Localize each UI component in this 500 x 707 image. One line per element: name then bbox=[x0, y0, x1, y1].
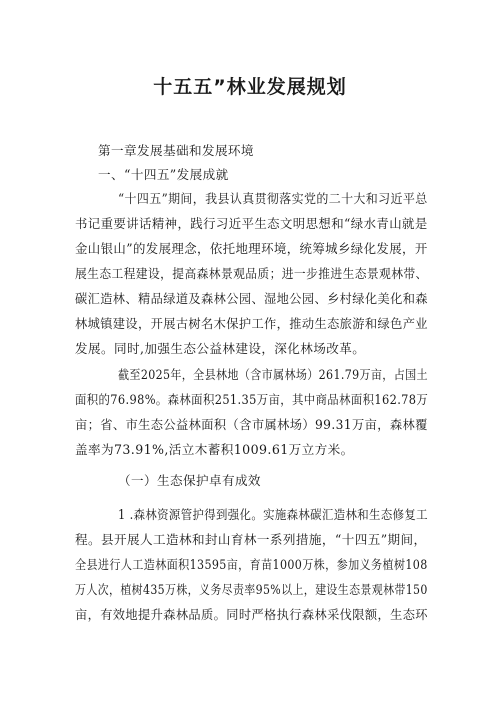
paragraph3-line: 全县进行人工造林面积13595亩，育苗1000万株，参加义务植树108 bbox=[75, 557, 428, 572]
paragraph1-line: 金山银山”的发展理念，依托地理环境，统筹城乡绿化发展，开 bbox=[75, 241, 428, 256]
section-heading: 一、“十四五”发展成就 bbox=[98, 167, 229, 182]
chapter-heading: 第一章发展基础和发展环境 bbox=[98, 143, 254, 158]
subsection-heading: （一）生态保护卓有成效 bbox=[118, 473, 261, 488]
paragraph2-line: 盖率为73.91%,活立木蓄积1009.61万立方米。 bbox=[75, 442, 354, 457]
paragraph3-line: 程。县开展人工造林和封山育林一系列措施，“十四五”期间， bbox=[75, 532, 427, 547]
paragraph1-line: 书记重要讲话精神，践行习近平生态文明思想和“绿水青山就是 bbox=[75, 216, 428, 231]
paragraph2-line: 亩；省、市生态公益林面积（含市属林场）99.31万亩，森林覆 bbox=[75, 417, 428, 432]
paragraph3-line: 1 .森林资源管护得到强化。实施森林碳汇造林和生态修复工 bbox=[118, 507, 428, 522]
paragraph2-line: 面积的76.98%。森林面积251.35万亩，其中商品林面积162.78万 bbox=[75, 392, 429, 407]
paragraph2-line: 截至2025年，全县林地（含市属林场）261.79万亩，占国土 bbox=[118, 367, 428, 382]
document-title: 十五五”林业发展规划 bbox=[153, 76, 347, 98]
paragraph1-line: 发展。同时,加强生态公益林建设，深化林场改革。 bbox=[75, 341, 366, 356]
paragraph1-line: 展生态工程建设，提高森林景观品质；进一步推进生态景观林带、 bbox=[75, 266, 428, 281]
paragraph1-line: 碳汇造林、精品绿道及森林公园、湿地公园、乡村绿化美化和森 bbox=[75, 291, 428, 306]
paragraph1-line: 林城镇建设，开展古树名木保护工作，推动生态旅游和绿色产业 bbox=[75, 316, 428, 331]
paragraph1-line: “十四五”期间，我县认真贯彻落实党的二十大和习近平总 bbox=[118, 191, 428, 206]
paragraph3-line: 亩，有效地提升森林品质。同时严格执行森林采伐限额，生态环 bbox=[75, 607, 428, 622]
paragraph3-line: 万人次，植树435万株，义务尽责率95%以上，建设生态景观林带150 bbox=[75, 582, 428, 597]
